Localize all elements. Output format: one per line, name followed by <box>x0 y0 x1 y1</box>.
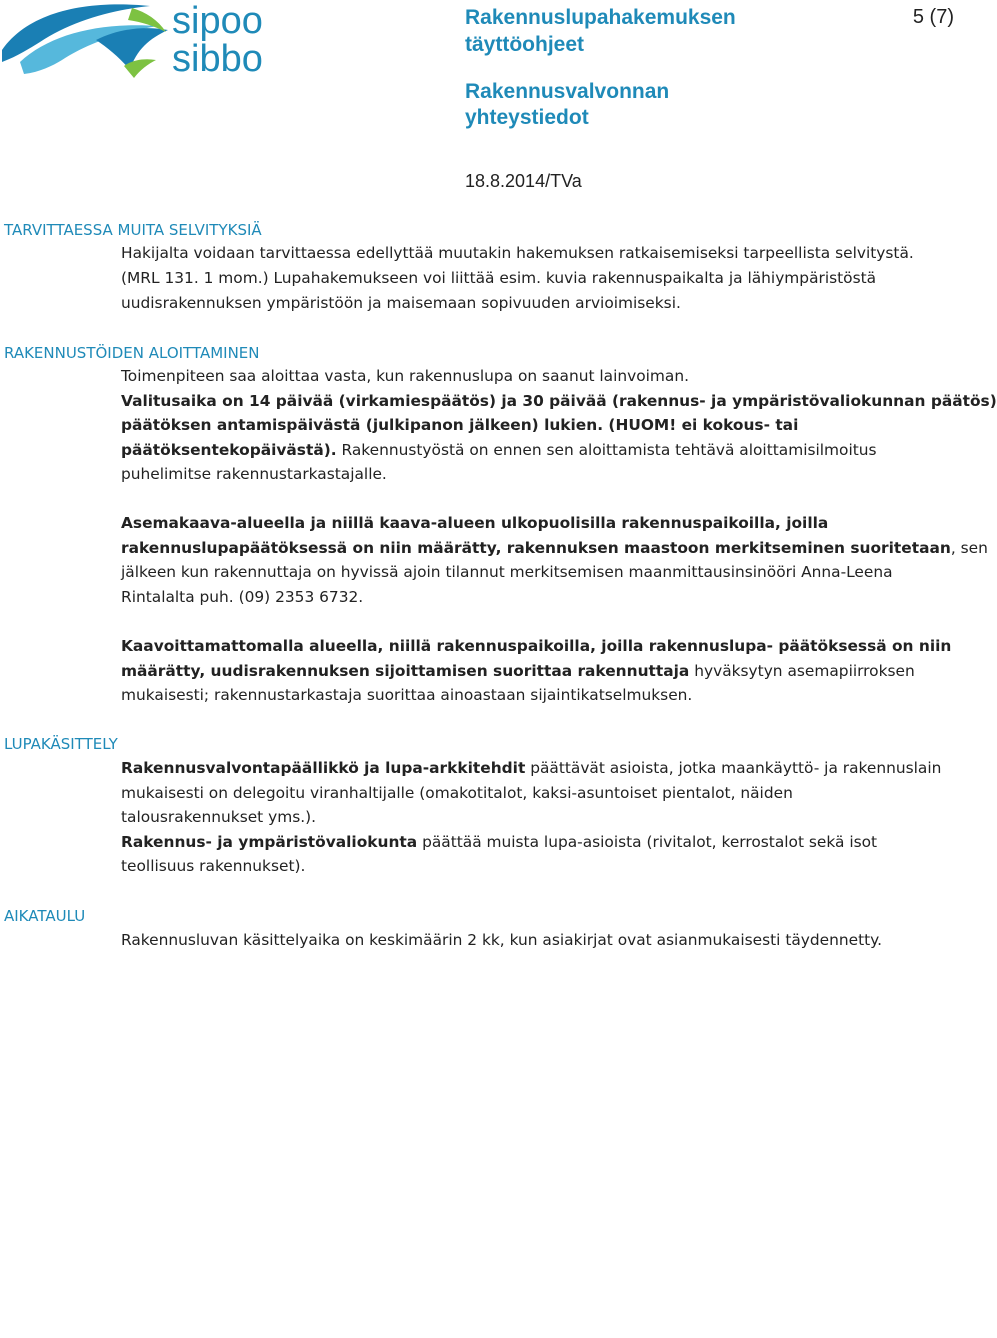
document-title-line2: täyttöohjeet <box>465 33 585 56</box>
text-line: (MRL 131. 1 mom.) Lupahakemukseen voi liittää esim. kuvia rakennuspaikalta ja lähiympäristöstä <box>121 269 877 287</box>
text-line <box>121 756 957 781</box>
text-line: jälkeen kun rakennuttaja on hyvissä ajoin tilannut merkitsemisen maanmittausinsinööri Anna-Leena <box>121 563 893 582</box>
paragraph-tarvittaessa <box>121 241 957 266</box>
text-line: Rakennusluvan käsittelyaika on keskimäärin 2 kk, kun asiakirjat ovat asianmukaisesti täydennetty. <box>121 931 882 949</box>
plain-text: hyväksytyn asemapiirroksen <box>689 661 915 680</box>
document-subtitle-line2: yhteystiedot <box>465 106 589 129</box>
bold-text: määrätty, uudisrakennuksen sijoittamisen suorittaa rakennuttaja <box>121 661 690 680</box>
paragraph-lupakasittely <box>121 756 957 879</box>
text-line <box>121 659 957 684</box>
sipoo-logo-swoosh-icon <box>0 0 170 80</box>
text-line <box>121 511 957 536</box>
text-line: mukaisesti on delegoitu viranhaltijalle (omakotitalot, kaksi-asuntoiset pientalot, näiden <box>121 783 793 802</box>
paragraph-asemakaava <box>121 511 988 609</box>
bold-text: rakennuslupapäätöksessä on niin määrätty, rakennuksen maastoon merkitseminen suoritetaan <box>121 538 951 557</box>
bold-text: päätöksen antamispäivästä (julkipanon jälkeen) lukien. (HUOM! ei kokous- tai <box>121 416 799 435</box>
section-heading-aloittaminen: RAKENNUSTÖIDEN ALOITTAMINEN <box>4 344 260 362</box>
logo-text-sipoo: sipoo <box>172 0 263 42</box>
bold-text: Rakennusvalvontapäällikkö ja lupa-arkkitehdit <box>121 759 526 777</box>
text-line: talousrakennukset yms.). <box>121 808 317 827</box>
plain-text: päättävät asioista, jotka maankäyttö- ja rakennuslain <box>525 759 942 777</box>
document-subtitle-line1: Rakennusvalvonnan <box>465 80 670 103</box>
text-line: teollisuus rakennukset). <box>121 857 306 876</box>
plain-text: päättää muista lupa-asioista (rivitalot, kerrostalot sekä isot <box>417 832 878 851</box>
bold-text: Rakennus- ja ympäristövaliokunta <box>121 832 418 851</box>
section-heading-aikataulu: AIKATAULU <box>4 907 86 925</box>
text-line <box>121 536 988 561</box>
text-line <box>121 389 997 414</box>
text-line <box>121 830 957 855</box>
plain-text: , sen <box>950 538 988 557</box>
text-line: Hakijalta voidaan tarvittaessa edellyttää muutakin hakemuksen ratkaisemiseksi tarpeellista selvitystä. <box>121 244 914 262</box>
bold-text: Valitusaika on 14 päivää (virkamiespäätös) ja 30 päivää (rakennus- ja ympäristövaliokunnan päätös) <box>121 391 997 410</box>
paragraph-tarvittaessa-cont <box>121 266 957 315</box>
paragraph-kaavoittamaton <box>121 634 957 708</box>
text-line <box>121 413 957 438</box>
paragraph-aikataulu <box>121 928 957 953</box>
text-line <box>121 634 957 659</box>
bold-text: Kaavoittamattomalla alueella, niillä rakennuspaikoilla, joilla rakennuslupa- päätöksessä on niin <box>121 637 952 655</box>
text-line: Rintalalta puh. (09) 2353 6732. <box>121 587 364 606</box>
bold-text: päätöksentekopäivästä). <box>121 440 337 459</box>
section-heading-tarvittaessa: TARVITTAESSA MUITA SELVITYKSIÄ <box>4 221 262 239</box>
text-line: mukaisesti; rakennustarkastaja suorittaa ainoastaan sijaintikatselmuksen. <box>121 686 693 705</box>
text-line: uudisrakennuksen ympäristöön ja maisemaan sopivuuden arvioimiseksi. <box>121 293 681 312</box>
text-line <box>121 438 957 463</box>
document-title-line1: Rakennuslupahakemuksen <box>465 6 736 29</box>
document-date: 18.8.2014/TVa <box>465 171 582 191</box>
sipoo-sibbo-logo <box>0 0 300 80</box>
section-heading-lupakasittely: LUPAKÄSITTELY <box>4 735 118 753</box>
page-number: 5 (7) <box>912 6 954 28</box>
text-line: puhelimitse rakennustarkastajalle. <box>121 465 387 484</box>
logo-text-sibbo: sibbo <box>172 38 263 80</box>
bold-text: Asemakaava-alueella ja niillä kaava-alueen ulkopuolisilla rakennuspaikoilla, joilla <box>121 514 829 532</box>
text-line: Toimenpiteen saa aloittaa vasta, kun rakennuslupa on saanut lainvoiman. <box>121 367 689 385</box>
plain-text: Rakennustyöstä on ennen sen aloittamista tehtävä aloittamisilmoitus <box>336 440 877 459</box>
paragraph-aloittaminen <box>121 364 997 487</box>
